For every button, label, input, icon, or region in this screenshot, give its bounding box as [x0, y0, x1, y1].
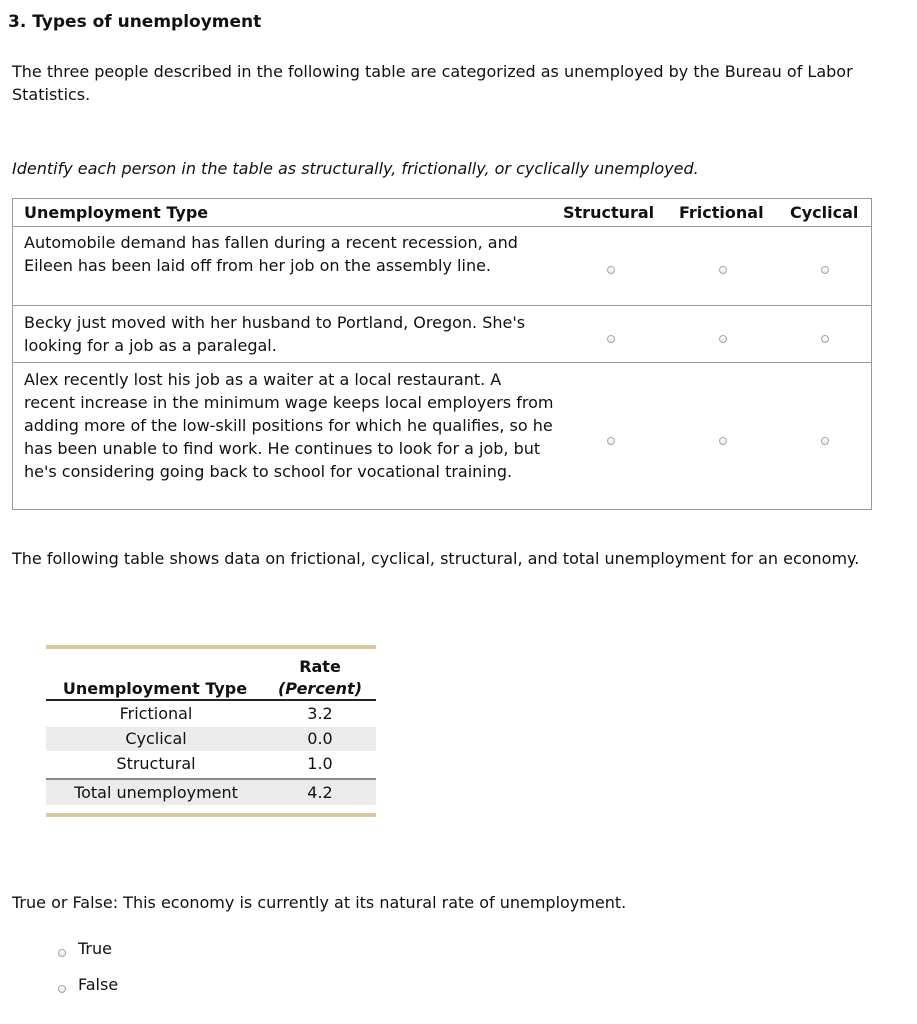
header-percent: (Percent)	[277, 679, 363, 698]
table-row	[13, 226, 871, 306]
radio-alex-frictional[interactable]	[719, 437, 727, 445]
table-row	[13, 306, 871, 363]
radio-becky-structural[interactable]	[607, 335, 615, 343]
radio-becky-cyclical[interactable]	[821, 335, 829, 343]
radio-true[interactable]	[58, 949, 66, 957]
cell-frictional-type: Frictional	[119, 704, 193, 723]
true-false-question: True or False: This economy is currently at its natural rate of unemployment.	[12, 893, 627, 912]
data-intro-text: The following table shows data on frictional, cyclical, structural, and total unemployment for an economy.	[12, 549, 860, 568]
table-row	[13, 363, 871, 509]
cell-total-rate: 4.2	[307, 783, 333, 802]
row-description-becky: Becky just moved with her husband to Portland, Oregon. She's looking for a job as a paralegal.	[24, 313, 526, 355]
header-frictional: Frictional	[679, 203, 764, 222]
row-description-eileen: Automobile demand has fallen during a recent recession, and Eileen has been laid off from her job on the assembly line.	[24, 233, 518, 275]
option-false-label[interactable]: False	[78, 975, 119, 994]
radio-alex-cyclical[interactable]	[821, 437, 829, 445]
data-table-top-bar	[46, 645, 376, 649]
header-unemployment-type: Unemployment Type	[24, 203, 209, 222]
option-true-label[interactable]: True	[78, 939, 112, 958]
radio-eileen-frictional[interactable]	[719, 266, 727, 274]
cell-cyclical-type: Cyclical	[125, 729, 187, 748]
radio-eileen-structural[interactable]	[607, 266, 615, 274]
data-table-bottom-bar	[46, 813, 376, 817]
cell-total-type: Total unemployment	[74, 783, 238, 802]
cell-structural-rate: 1.0	[307, 754, 333, 773]
instruction-text: Identify each person in the table as structurally, frictionally, or cyclically unemployed.	[12, 159, 699, 178]
cell-frictional-rate: 3.2	[307, 704, 333, 723]
radio-becky-frictional[interactable]	[719, 335, 727, 343]
intro-text: The three people described in the following table are categorized as unemployed by the Bureau of Labor Statistics.	[12, 62, 853, 104]
radio-alex-structural[interactable]	[607, 437, 615, 445]
header-cyclical: Cyclical	[790, 203, 859, 222]
classification-table	[12, 198, 872, 510]
radio-false[interactable]	[58, 985, 66, 993]
radio-eileen-cyclical[interactable]	[821, 266, 829, 274]
header-structural: Structural	[563, 203, 655, 222]
header-unemployment-type-data: Unemployment Type	[62, 679, 248, 698]
row-description-alex: Alex recently lost his job as a waiter at a local restaurant. A recent increase in the minimum wage keeps local employers from adding more of the low-skill positions for which he qualifies, so he has been unable to find work. He continues to look for a job, but he's considering going back to school for vocational training.	[24, 370, 554, 481]
header-rate: Rate	[299, 657, 341, 676]
cell-structural-type: Structural	[116, 754, 196, 773]
question-title: 3. Types of unemployment	[8, 12, 262, 32]
classification-table-header	[13, 199, 871, 227]
data-table-header-line	[46, 699, 376, 701]
cell-cyclical-rate: 0.0	[307, 729, 333, 748]
